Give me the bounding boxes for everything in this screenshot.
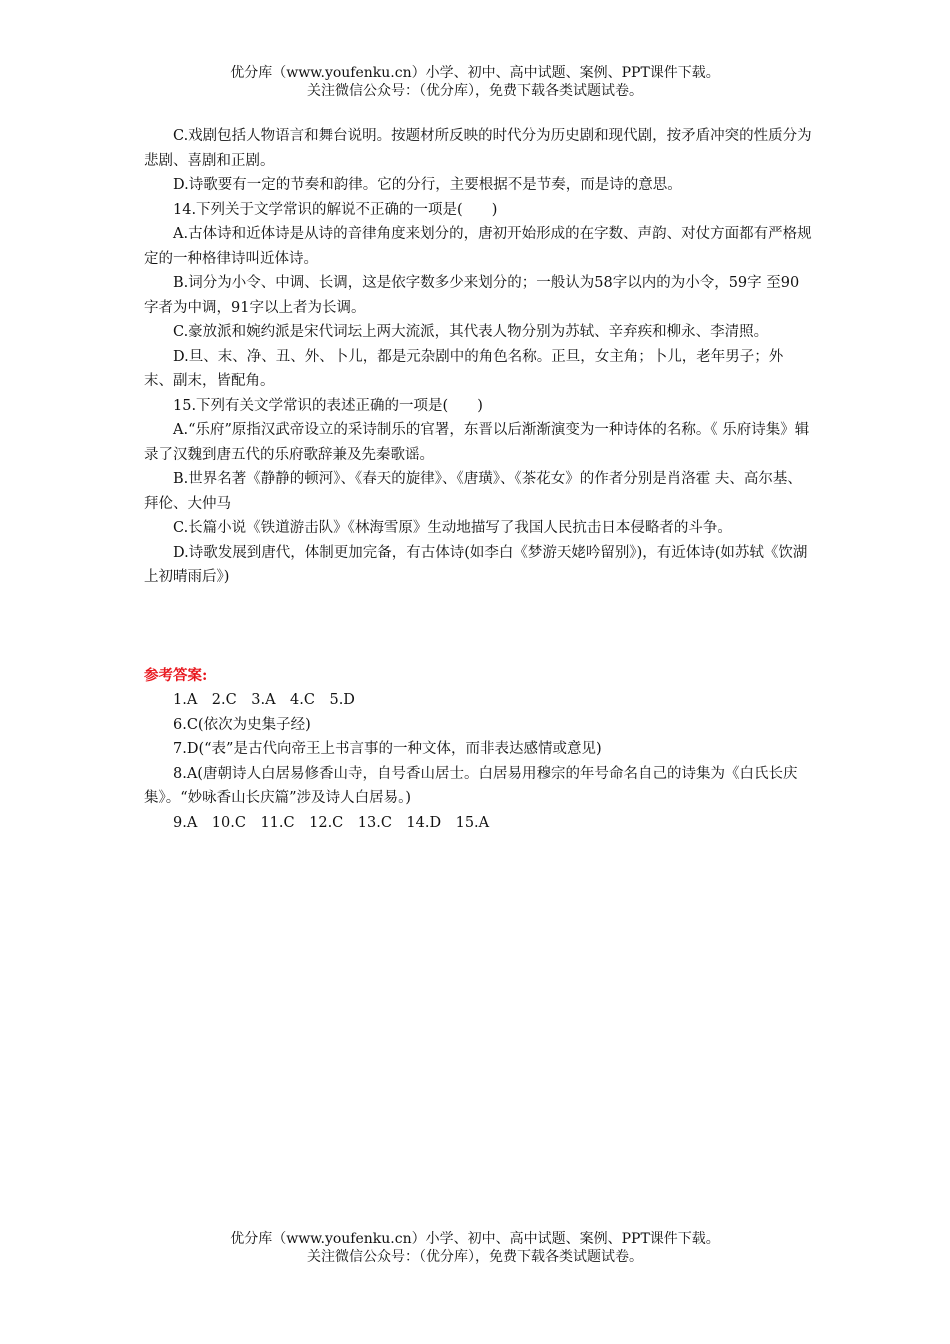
q15-option-a: A.“乐府”原指汉武帝设立的采诗制乐的官署，东晋以后渐渐演变为一种诗体的名称。《 乐府诗集》辑录了汉魏到唐五代的乐府歌辞兼及先秦歌谣。 [144, 422, 810, 463]
q15-option-b: B.世界名著《静静的顿河》、《春天的旋律》、《唐璜》、《茶花女》的作者分别是肖洛霍 夫、高尔基、拜伦、大仲马 [144, 471, 802, 512]
answer-line: 1.A 2.C 3.A 4.C 5.D [173, 692, 355, 708]
document-body [144, 124, 812, 835]
spacer [144, 590, 812, 664]
q14-option-d: D.旦、末、净、丑、外、卜儿，都是元杂剧中的角色名称。正旦，女主角；卜儿，老年男子；外末、副末，皆配角。 [144, 348, 784, 389]
header-line-2: 关注微信公众号：（优分库），免费下载各类试题试卷。 [307, 83, 643, 99]
answers-heading: 参考答案: [144, 666, 208, 684]
footer-line-1: 优分库（www.youfenku.cn）小学、初中、高中试题、案例、PPT课件下载。 [230, 1231, 720, 1247]
question-15: 15.下列有关文学常识的表述正确的一项是( ) [173, 397, 483, 414]
footer-line-2: 关注微信公众号：（优分库），免费下载各类试题试卷。 [307, 1249, 643, 1265]
header-line-1: 优分库（www.youfenku.cn）小学、初中、高中试题、案例、PPT课件下载。 [230, 65, 720, 81]
option-c-drama: C.戏剧包括人物语言和舞台说明。按题材所反映的时代分为历史剧和现代剧，按矛盾冲突的性质分为悲剧、喜剧和正剧。 [144, 128, 812, 169]
question-14: 14.下列关于文学常识的解说不正确的一项是( ) [173, 201, 498, 218]
page-footer [0, 1230, 950, 1266]
option-d-poetry: D.诗歌要有一定的节奏和韵律。它的分行，主要根据不是节奏，而是诗的意思。 [173, 177, 682, 193]
q14-option-c: C.豪放派和婉约派是宋代词坛上两大流派，其代表人物分别为苏轼、辛弃疾和柳永、李清照。 [173, 324, 769, 340]
answer-line: 6.C(依次为史集子经) [173, 716, 311, 733]
answer-line: 8.A(唐朝诗人白居易修香山寺，自号香山居士。白居易用穆宗的年号命名自己的诗集为《白氏长庆集》。“妙咏香山长庆篇”涉及诗人白居易。) [144, 765, 798, 806]
q15-option-d: D.诗歌发展到唐代，体制更加完备，有古体诗(如李白《梦游天姥吟留别》)，有近体诗(如苏轼《饮湖上初晴雨后》) [144, 544, 808, 585]
answer-line: 9.A 10.C 11.C 12.C 13.C 14.D 15.A [173, 814, 490, 831]
q14-option-b: B.词分为小令、中调、长调，这是依字数多少来划分的；一般认为58字以内的为小令，59字 至90字者为中调，91字以上者为长调。 [144, 275, 800, 316]
q15-option-c: C.长篇小说《铁道游击队》《林海雪原》生动地描写了我国人民抗击日本侵略者的斗争。 [173, 520, 732, 536]
answer-line: 7.D(“表”是古代向帝王上书言事的一种文体，而非表达感情或意见) [173, 741, 602, 757]
page-header [0, 64, 950, 100]
q14-option-a: A.古体诗和近体诗是从诗的音律角度来划分的，唐初开始形成的在字数、声韵、对仗方面都有严格规定的一种格律诗叫近体诗。 [144, 226, 812, 267]
